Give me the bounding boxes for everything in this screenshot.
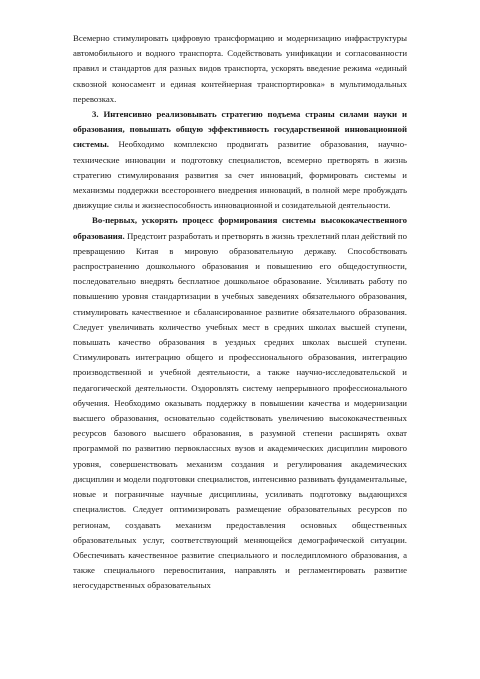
paragraph-science-education-heading: 3. Интенсивно реализовывать стратегию подъема страны силами науки и образования, повышать общую эффективность государственной инновационной системы. xyxy=(73,109,407,150)
paragraph-quality-education xyxy=(73,213,407,593)
paragraph-quality-education-text: Предстоит разработать и претворять в жизнь трехлетний план действий по превращению Китая в мировую образовательную державу. Способствовать распространению дошкольного образования и повышению его общедоступности, последовательно внедрять бесплатное дошкольное образование. Усиливать работу по повышению уровня стандартизации в учебных заведениях обязательного образования, стимулировать качественное и сбалансированное развитие обязательного образования. Следует увеличивать количество учебных мест в средних школах высшей ступени, повышать качество образования в уездных средних школах высшей ступени. Стимулировать интеграцию общего и профессионального образования, интеграцию производственной и учебной деятельности, а также научно-исследовательской и педагогической деятельности. Оздоровлять систему непрерывного профессионального обучения. Необходимо оказывать поддержку в повышении качества и модернизации высшего образования, основательно содействовать увеличению высококачественных ресурсов базового высшего образования, в разумной степени расширять охват программой по развитию первоклассных вузов и академических дисциплин мирового уровня, совершенствовать механизм создания и регулирования академических дисциплин и модели подготовки специалистов, интенсивно развивать фундаментальные, новые и пограничные научные дисциплины, усиливать подготовку выдающихся специалистов. Следует оптимизировать размещение образовательных ресурсов по регионам, создавать механизм предоставления основных общественных образовательных услуг, соответствующий меняющейся демографической ситуации. Обеспечивать качественное развитие специального и последипломного образования, а также специального перевоспитания, направлять и регламентировать развитие негосударственных образовательных xyxy=(73,230,407,591)
paragraph-science-education-text: Необходимо комплексно продвигать развитие образования, научно-технические инновации и подготовку специалистов, всемерно претворять в жизнь стратегию стимулирования развития за счет инноваций, формировать системы и механизмы поддержки всестороннего внедрения инноваций, в полной мере пробуждать движущие силы и жизнеспособность инновационной и созидательной деятельности. xyxy=(73,139,407,211)
paragraph-transport xyxy=(73,31,407,107)
document-page xyxy=(73,31,407,594)
paragraph-science-education xyxy=(73,107,407,213)
paragraph-quality-education-heading: Во-первых, ускорять процесс формирования системы высококачественного образования. xyxy=(73,215,407,241)
paragraph-transport-text: Всемерно стимулировать цифровую трансформацию и модернизацию инфраструктуры автомобильного и водного транспорта. Содействовать унификации и согласованности правил и стандартов для разных видов транспорта, ускорять введение режима «единый сквозной коносамент и единая контейнерная транспортировка» в мультимодальных перевозках. xyxy=(73,33,407,104)
